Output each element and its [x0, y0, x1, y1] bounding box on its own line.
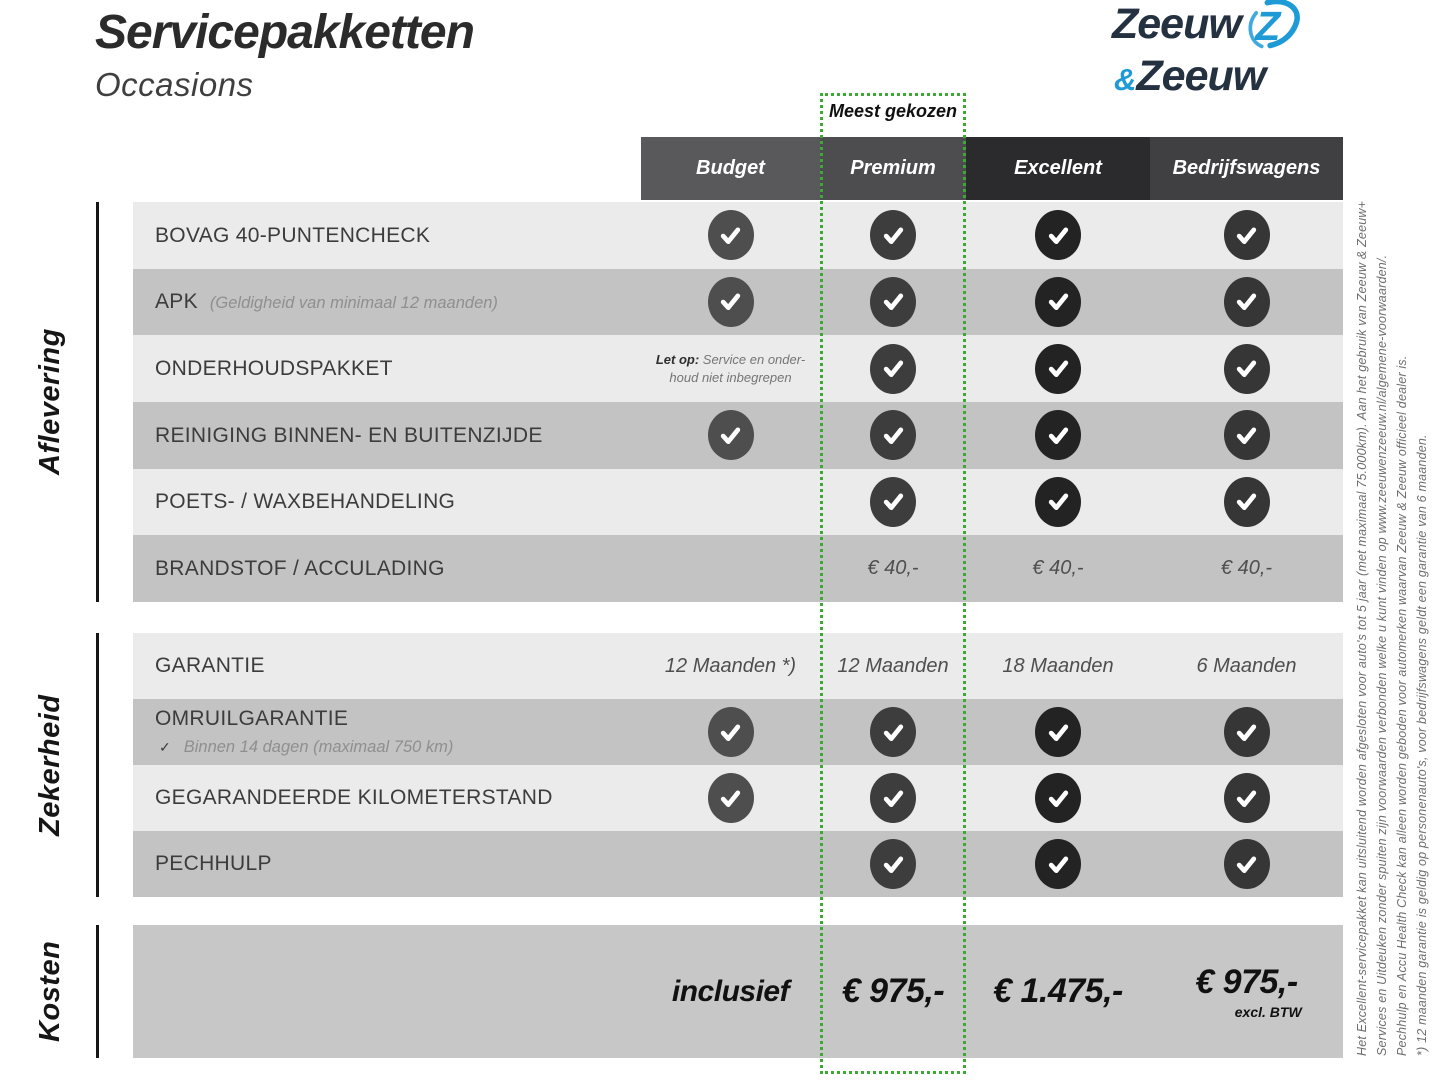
checkmark-glyph	[880, 355, 907, 382]
included-check-icon	[966, 202, 1150, 269]
row-sub-note: Binnen 14 dagen (maximaal 750 km)	[183, 737, 454, 756]
checkmark-glyph	[1233, 785, 1260, 812]
row-label: OMRUILGARANTIE	[155, 707, 349, 731]
included-check-icon	[1150, 402, 1343, 469]
note-text: Let op: Service en onder- houd niet inbegrepen	[655, 352, 806, 385]
cell-value: € 40,-	[867, 557, 919, 580]
check-circle-icon	[1035, 277, 1081, 327]
check-circle-icon	[1224, 477, 1270, 527]
page-title: Servicepakketten	[95, 6, 474, 59]
check-circle-icon	[870, 210, 916, 260]
price-wrap	[842, 972, 944, 1011]
column-header-budget: Budget	[641, 137, 820, 200]
included-check-icon	[1150, 699, 1343, 765]
column-headers	[641, 137, 1343, 200]
check-circle-icon	[1224, 773, 1270, 823]
checkmark-glyph	[880, 785, 907, 812]
check-circle-icon	[870, 410, 916, 460]
table-row-reiniging-binnen-en-buitenzijde	[133, 402, 1343, 469]
checkmark-glyph	[1045, 719, 1072, 746]
group-divider-line-zekerheid	[96, 633, 99, 897]
check-circle-icon	[708, 773, 754, 823]
included-check-icon	[966, 269, 1150, 336]
group-rows-zekerheid	[133, 633, 1343, 897]
check-circle-icon	[1035, 410, 1081, 460]
included-check-icon	[820, 831, 966, 897]
check-circle-icon	[1224, 410, 1270, 460]
included-check-icon	[641, 402, 820, 469]
check-circle-icon	[1035, 210, 1081, 260]
row-label: PECHHULP	[155, 852, 272, 876]
table-row-onderhoudspakket	[133, 335, 1343, 402]
row-label-area	[133, 831, 641, 897]
disclaimer-line: Services en Uitdeuken zonder spuiten zijn voorwaarden verbonden welke u kunt vinden op www.zeeuwenzeeuw.nl/algemene-voorwaarden/.	[1375, 254, 1389, 1056]
row-label-area	[133, 269, 641, 336]
disclaimer-line: Het Excellent-servicepakket kan uitsluitend worden afgesloten voor auto's tot 5 jaar (met maximaal 75.000km). Aan het gebruik van Zeeuw & Zeeuw+	[1355, 200, 1369, 1056]
checkmark-glyph	[1233, 851, 1260, 878]
column-header-premium: Premium	[820, 137, 966, 200]
row-label: GEGARANDEERDE KILOMETERSTAND	[155, 786, 553, 810]
group-divider-line-kosten	[96, 925, 99, 1058]
logo-word-2: Zeeuw	[1136, 52, 1266, 101]
checkmark-glyph	[717, 785, 744, 812]
row-label-area	[133, 535, 641, 602]
included-check-icon	[820, 765, 966, 831]
check-circle-icon	[1035, 839, 1081, 889]
empty-cell	[641, 469, 820, 536]
group-label-aflevering: Aflevering	[34, 328, 66, 476]
title-block	[95, 8, 474, 104]
price-value: € 975,-	[841, 972, 945, 1010]
small-check-icon: ✓	[159, 738, 171, 755]
disclaimer-line: *) 12 maanden garantie is geldig op personenauto's, voor bedrijfswagens geldt een garantie van 6 maanden.	[1415, 434, 1429, 1056]
row-label-area	[133, 469, 641, 536]
logo-z-swoosh-icon	[1243, 0, 1301, 55]
group-rows-aflevering	[133, 202, 1343, 602]
included-check-icon	[641, 202, 820, 269]
empty-cell	[641, 831, 820, 897]
included-check-icon	[820, 269, 966, 336]
disclaimer-line: Pechhulp en Accu Health Check kan alleen worden geboden voor automerken waarvan Zeeuw & Zeeuw officieel dealer is.	[1395, 355, 1409, 1056]
check-circle-icon	[870, 477, 916, 527]
price-cell	[820, 925, 966, 1058]
row-inline-note: (Geldigheid van minimaal 12 maanden)	[209, 294, 498, 313]
row-label: ONDERHOUDSPAKKET	[155, 357, 393, 381]
price-subnote: excl. BTW	[1234, 1004, 1302, 1020]
checkmark-glyph	[1045, 488, 1072, 515]
included-check-icon	[1150, 765, 1343, 831]
price-cell	[1150, 925, 1343, 1058]
included-check-icon	[1150, 469, 1343, 536]
checkmark-glyph	[880, 222, 907, 249]
included-check-icon	[641, 269, 820, 336]
checkmark-glyph	[1233, 488, 1260, 515]
logo-row-1	[1112, 0, 1301, 55]
group-label-zekerheid: Zekerheid	[34, 694, 66, 836]
cell-value: 12 Maanden	[837, 654, 949, 677]
row-label: BRANDSTOF / ACCULADING	[155, 557, 445, 581]
price-wrap	[672, 975, 789, 1009]
check-circle-icon	[1224, 210, 1270, 260]
check-circle-icon	[1035, 344, 1081, 394]
cell-value: 6 Maanden	[1196, 654, 1297, 677]
check-circle-icon	[870, 277, 916, 327]
included-check-icon	[966, 831, 1150, 897]
svg-text:Z: Z	[1255, 2, 1280, 49]
cell-value: € 40,-	[1032, 557, 1084, 580]
table-row-pechhulp	[133, 831, 1343, 897]
table-row-apk	[133, 269, 1343, 336]
checkmark-glyph	[880, 288, 907, 315]
check-circle-icon	[1035, 477, 1081, 527]
included-check-icon	[966, 402, 1150, 469]
row-label: APK (Geldigheid van minimaal 12 maanden)	[155, 290, 498, 314]
check-circle-icon	[1224, 344, 1270, 394]
table-row-brandstof-acculading	[133, 535, 1343, 602]
row-label: POETS- / WAXBEHANDELING	[155, 490, 456, 514]
checkmark-glyph	[1045, 355, 1072, 382]
price-value: € 975,-	[1195, 963, 1298, 1001]
checkmark-glyph	[717, 222, 744, 249]
check-circle-icon	[708, 707, 754, 757]
checkmark-glyph	[717, 422, 744, 449]
checkmark-glyph	[880, 422, 907, 449]
row-label-area	[133, 402, 641, 469]
row-label: REINIGING BINNEN- EN BUITENZIJDE	[155, 423, 543, 447]
check-circle-icon	[870, 773, 916, 823]
check-circle-icon	[1224, 839, 1270, 889]
most-chosen-label: Meest gekozen	[828, 101, 958, 121]
price-cell	[966, 925, 1150, 1058]
checkmark-glyph	[717, 719, 744, 746]
checkmark-glyph	[1233, 422, 1260, 449]
row-label-area	[133, 335, 641, 402]
checkmark-glyph	[1045, 222, 1072, 249]
check-circle-icon	[1224, 707, 1270, 757]
checkmark-glyph	[880, 719, 907, 746]
check-circle-icon	[1224, 277, 1270, 327]
included-check-icon	[966, 469, 1150, 536]
checkmark-glyph	[1045, 422, 1072, 449]
row-label-area	[133, 765, 641, 831]
included-check-icon	[1150, 831, 1343, 897]
cell-value: 18 Maanden	[1002, 654, 1114, 677]
column-header-bedrijfswagens: Bedrijfswagens	[1150, 137, 1343, 200]
included-check-icon	[1150, 269, 1343, 336]
table-row-omruilgarantie	[133, 699, 1343, 765]
row-label: GARANTIE	[155, 654, 265, 678]
included-check-icon	[820, 469, 966, 536]
checkmark-glyph	[880, 851, 907, 878]
row-label-area	[133, 925, 641, 1058]
logo-row-2	[1114, 52, 1301, 101]
included-check-icon	[820, 202, 966, 269]
included-check-icon	[820, 402, 966, 469]
price-wrap	[993, 972, 1123, 1011]
checkmark-glyph	[1233, 719, 1260, 746]
price-value: € 1.475,-	[993, 972, 1123, 1010]
check-circle-icon	[870, 344, 916, 394]
included-check-icon	[820, 335, 966, 402]
included-check-icon	[641, 765, 820, 831]
column-header-excellent: Excellent	[966, 137, 1150, 200]
checkmark-glyph	[1233, 355, 1260, 382]
checkmark-glyph	[717, 288, 744, 315]
group-label-kosten: Kosten	[34, 940, 66, 1043]
table-row-garantie	[133, 633, 1343, 699]
logo-word-1: Zeeuw	[1112, 0, 1241, 48]
table-row-gegarandeerde-kilometerstand	[133, 765, 1343, 831]
kosten-row	[133, 925, 1343, 1058]
checkmark-glyph	[1045, 288, 1072, 315]
included-check-icon	[1150, 335, 1343, 402]
check-circle-icon	[708, 277, 754, 327]
logo-ampersand: &	[1114, 62, 1136, 98]
budget-note	[641, 335, 820, 402]
row-label-area	[133, 202, 641, 269]
checkmark-glyph	[1233, 222, 1260, 249]
group-rows-kosten	[133, 925, 1343, 1058]
row-label: BOVAG 40-PUNTENCHECK	[155, 223, 431, 247]
row-sub-line	[155, 738, 641, 757]
table-row-poets-waxbehandeling	[133, 469, 1343, 536]
checkmark-glyph	[1045, 851, 1072, 878]
price-value: inclusief	[671, 974, 790, 1008]
legal-disclaimer	[1352, 56, 1436, 1056]
included-check-icon	[966, 335, 1150, 402]
check-circle-icon	[708, 210, 754, 260]
included-check-icon	[820, 699, 966, 765]
cell-value: € 40,-	[1220, 557, 1273, 580]
check-circle-icon	[708, 410, 754, 460]
included-check-icon	[641, 699, 820, 765]
price-cell	[641, 925, 820, 1058]
check-circle-icon	[1035, 707, 1081, 757]
included-check-icon	[1150, 202, 1343, 269]
checkmark-glyph	[880, 488, 907, 515]
row-label-area	[133, 633, 641, 699]
checkmark-glyph	[1045, 785, 1072, 812]
check-circle-icon	[870, 707, 916, 757]
zeeuw-en-zeeuw-logo	[1112, 0, 1301, 101]
check-circle-icon	[870, 839, 916, 889]
page-subtitle: Occasions	[95, 66, 254, 104]
cell-value: 12 Maanden *)	[664, 654, 797, 677]
check-circle-icon	[1035, 773, 1081, 823]
checkmark-glyph	[1233, 288, 1260, 315]
empty-cell	[641, 535, 820, 602]
group-divider-line-aflevering	[96, 202, 99, 602]
included-check-icon	[966, 699, 1150, 765]
row-label-area	[133, 699, 641, 765]
table-row-bovag-40-puntencheck	[133, 202, 1343, 269]
price-wrap	[1195, 963, 1302, 1020]
included-check-icon	[966, 765, 1150, 831]
